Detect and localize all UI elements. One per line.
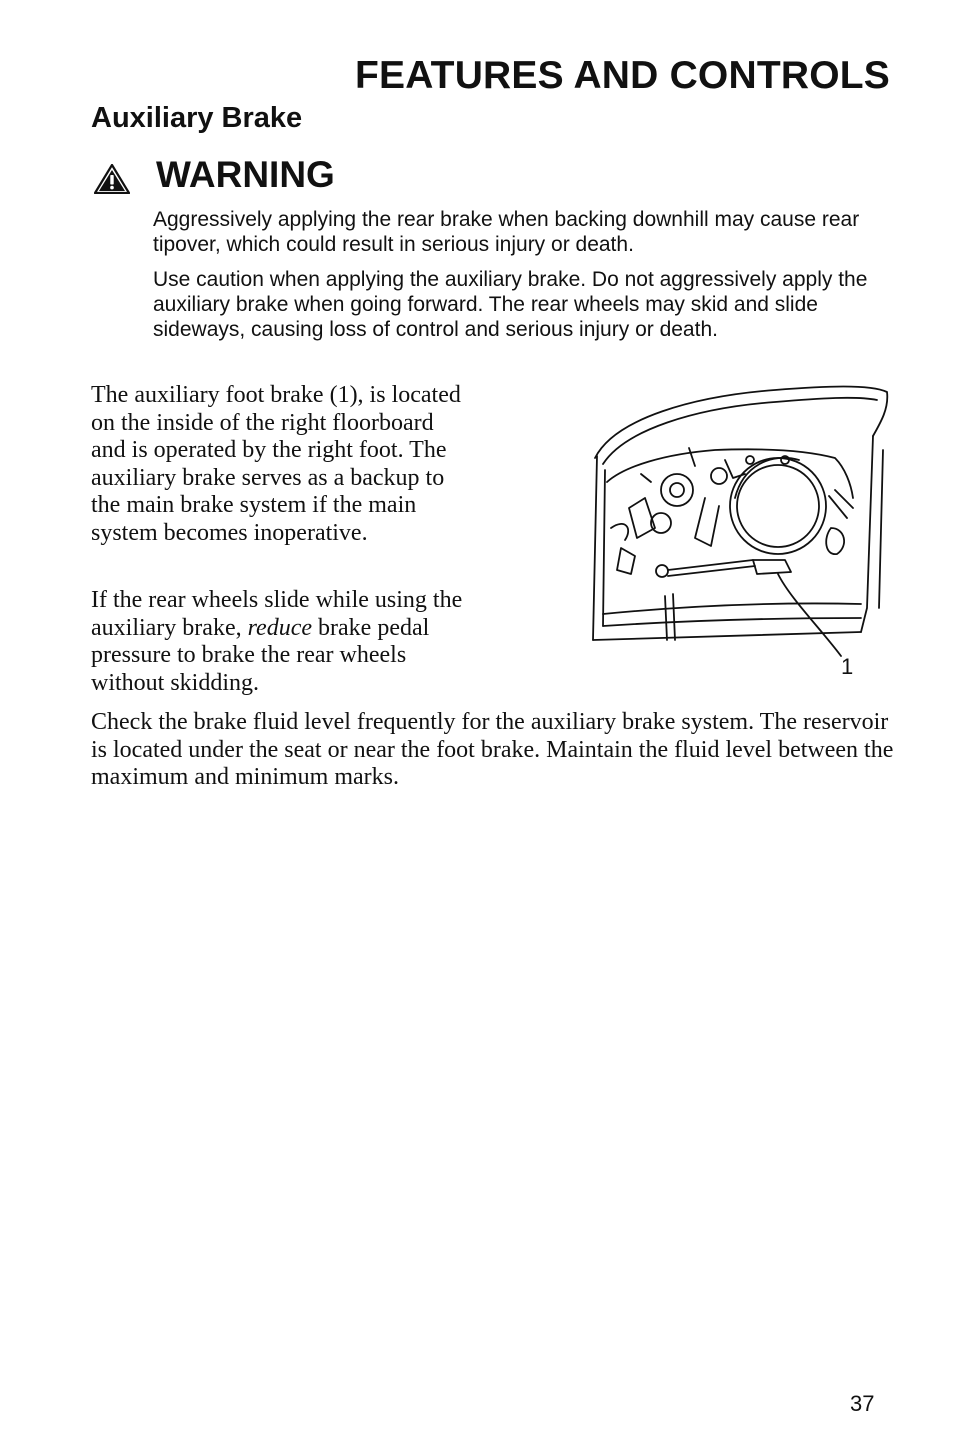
subsection-title: Auxiliary Brake <box>91 102 303 134</box>
warning-heading: WARNING <box>156 154 335 195</box>
body-paragraph-2-start: If the rear wheels slide while using the auxiliary brake, <box>91 587 463 641</box>
body-paragraph-3: Check the brake fluid level frequently for the auxiliary brake system. The reservoir is located under the seat or near the foot brake. Maintain the fluid level between the maximum and minimum marks. <box>91 709 894 791</box>
warning-triangle-icon <box>94 164 130 194</box>
auxiliary-brake-illustration <box>585 378 895 688</box>
body-paragraph-1: The auxiliary foot brake (1), is located on the inside of the right floorboard and is operated by the right foot. The auxiliary brake serves as a backup to the main brake system if the main system becomes inoperative. <box>91 382 461 546</box>
warning-text-2: Use caution when applying the auxiliary brake. Do not aggressively apply the auxiliary brake when going forward. The rear wheels may skid and slide sideways, causing loss of control and serious injury or death. <box>153 268 868 341</box>
body-paragraph-2-end: brake pedal pressure to brake the rear wheels without skidding. <box>91 614 430 696</box>
section-title: FEATURES AND CONTROLS <box>354 54 890 97</box>
body-paragraph-2 <box>91 587 471 697</box>
figure-callout-label: 1 <box>841 654 854 679</box>
emphasis-reduce: reduce <box>247 614 313 641</box>
page-number: 37 <box>850 1391 875 1416</box>
warning-text-1: Aggressively applying the rear brake when backing downhill may cause rear tipover, which could result in serious injury or death. <box>153 208 860 256</box>
